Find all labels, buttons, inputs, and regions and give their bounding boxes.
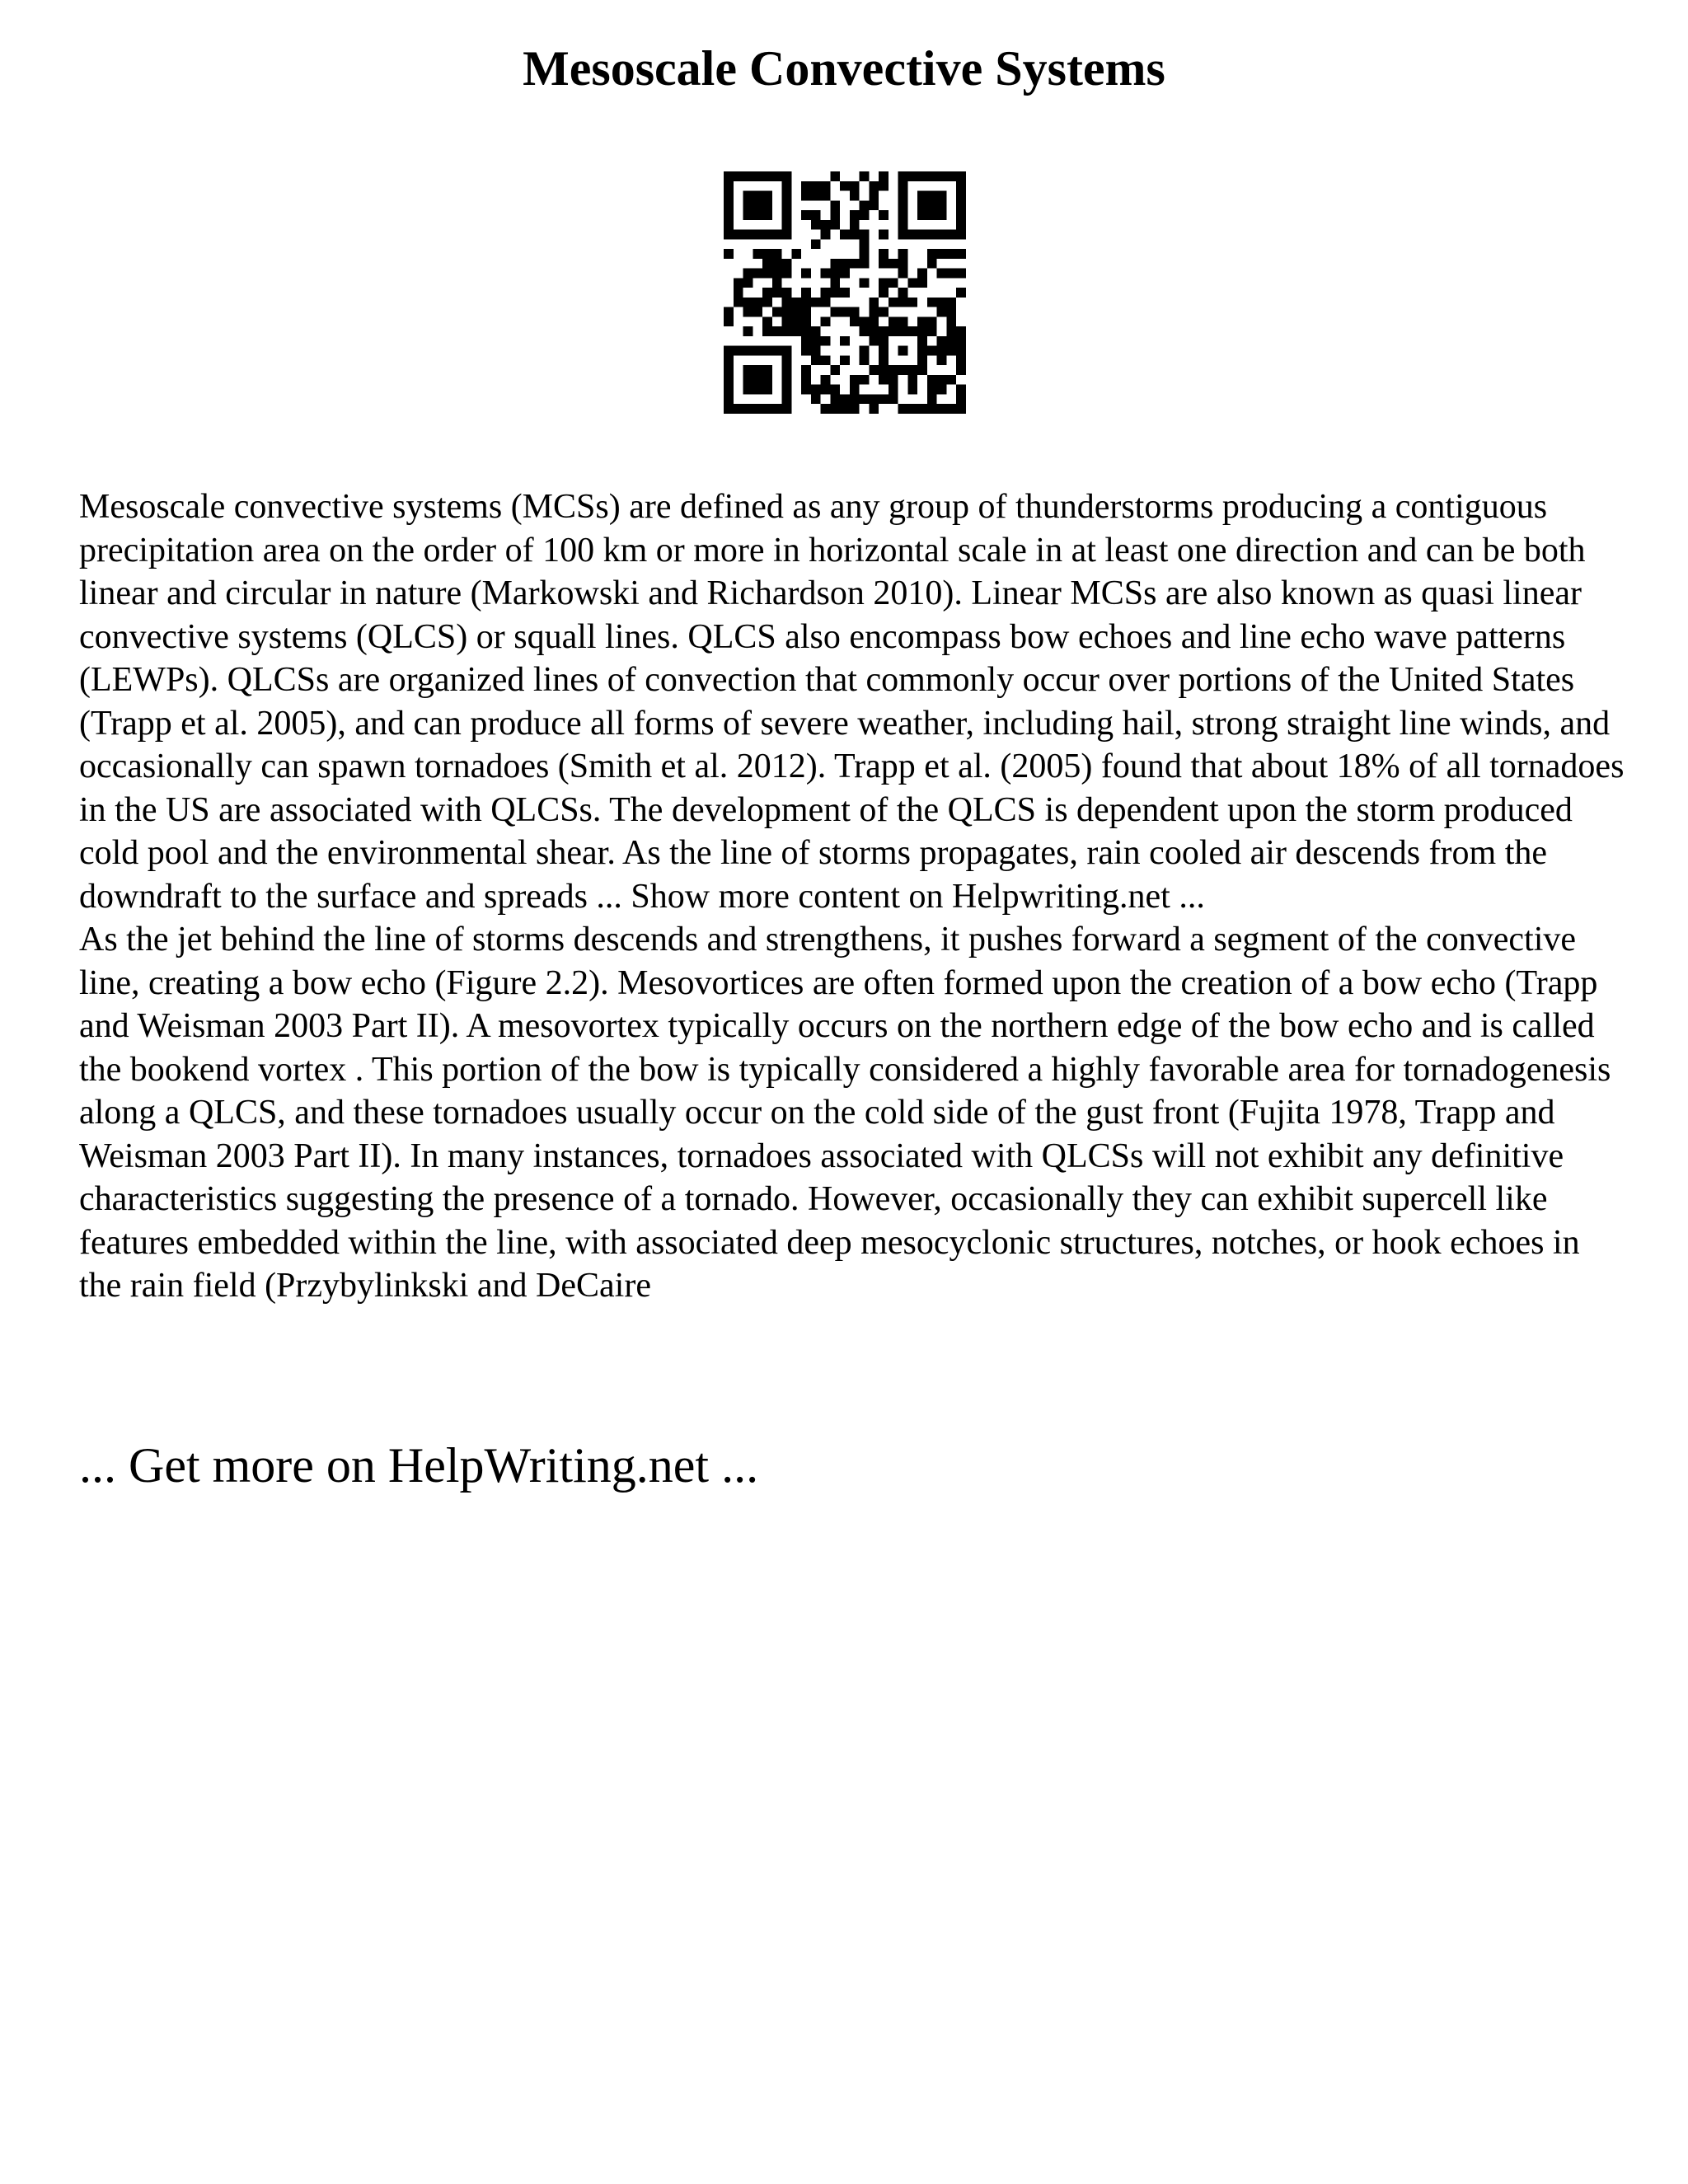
get-more-link[interactable]: ... Get more on HelpWriting.net ... [79, 1438, 759, 1493]
page-title: Mesoscale Convective Systems [523, 41, 1165, 96]
qr-code[interactable] [724, 171, 966, 414]
article-body [79, 485, 1629, 1308]
paragraph-2: As the jet behind the line of storms descends and strengthens, it pushes forward a segment of the convective line, creating a bow echo (Figure 2.2). Mesovortices are often formed upon the creation of a bow echo (Trapp and Weisman 2003 Part II). A mesovortex typically occurs on the northern edge of the bow echo and is called the bookend vortex . This portion of the bow is typically considered a highly favorable area for tornadogenesis along a QLCS, and these tornadoes usually occur on the cold side of the gust front (Fujita 1978, Trapp and Weisman 2003 Part II). In many instances, tornadoes associated with QLCSs will not exhibit any definitive characteristics suggesting the presence of a tornado. However, occasionally they can exhibit supercell like features embedded within the line, with associated deep mesocyclonic structures, notches, or hook echoes in the rain field (Przybylinkski and DeCaire [79, 921, 1611, 1305]
qr-code-icon [724, 171, 966, 414]
paragraph-1: Mesoscale convective systems (MCSs) are defined as any group of thunderstorms producing a contiguous precipitation area on the order of 100 km or more in horizontal scale in at least one direction and can be both linear and circular in nature (Markowski and Richardson 2010). Linear MCSs are also known as quasi linear convective systems (QLCS) or squall lines. QLCS also encompass bow echoes and line echo wave patterns (LEWPs). QLCSs are organized lines of convection that commonly occur over portions of the United States (Trapp et al. 2005), and can produce all forms of severe weather, including hail, strong straight line winds, and occasionally can spawn tornadoes (Smith et al. 2012). Trapp et al. (2005) found that about 18% of all tornadoes in the US are associated with QLCSs. The development of the QLCS is dependent upon the storm produced cold pool and the environmental shear. As the line of storms propagates, rain cooled air descends from the downdraft to the surface and spreads ... Show more content on Helpwriting.net ... [79, 488, 1625, 916]
